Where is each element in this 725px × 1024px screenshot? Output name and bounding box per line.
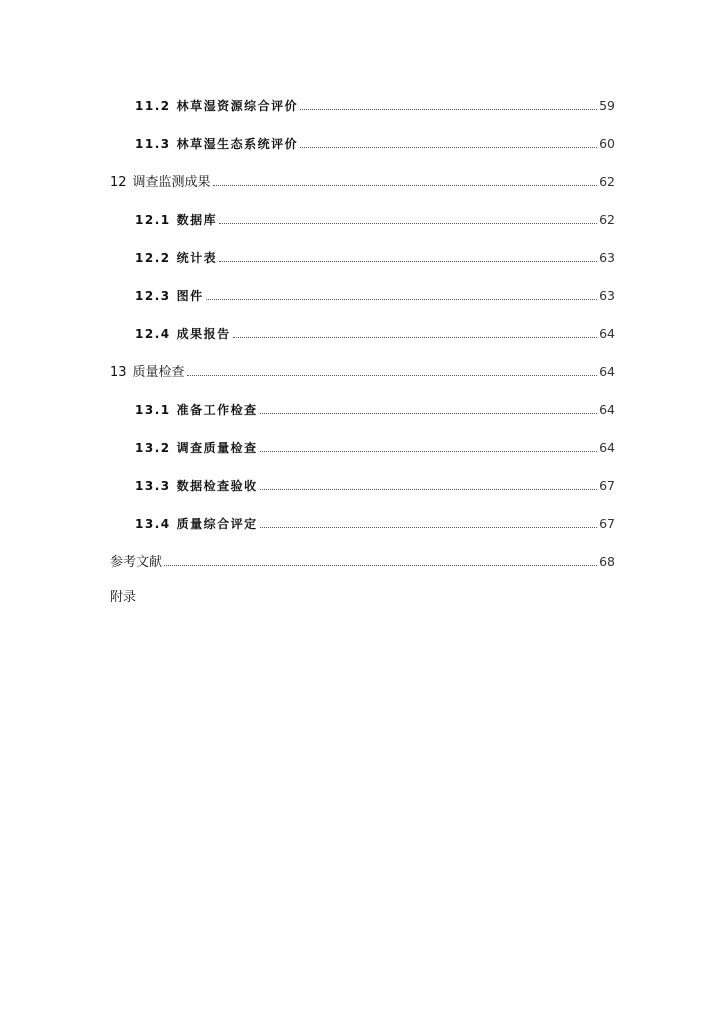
toc-title: 数据检查验收 — [176, 479, 258, 493]
toc-page-number: 62 — [599, 212, 615, 227]
toc-leader-dots — [213, 185, 598, 186]
toc-number: 12 — [110, 175, 127, 190]
toc-title: 图件 — [176, 289, 204, 303]
toc-page-number: 68 — [599, 554, 615, 569]
toc-title: 调查监测成果 — [132, 175, 211, 190]
toc-title: 成果报告 — [176, 327, 231, 341]
toc-page-number: 63 — [599, 288, 615, 303]
toc-number: 12.3 — [135, 289, 171, 303]
toc-number: 12.2 — [135, 251, 171, 265]
toc-leader-dots — [260, 451, 597, 452]
toc-leader-dots — [300, 147, 597, 148]
toc-title: 质量检查 — [132, 365, 185, 380]
toc-entry-12-4[interactable] — [135, 324, 615, 344]
toc-entry-references[interactable] — [110, 552, 615, 572]
toc-page-number: 64 — [599, 326, 615, 341]
toc-leader-dots — [260, 527, 597, 528]
toc-entry-12[interactable] — [110, 172, 615, 192]
toc-page-number: 60 — [599, 136, 615, 151]
toc-title: 数据库 — [176, 213, 218, 227]
toc-leader-dots — [187, 375, 598, 376]
toc-page-number: 59 — [599, 98, 615, 113]
toc-leader-dots — [300, 109, 597, 110]
toc-leader-dots — [260, 489, 597, 490]
toc-page-number: 64 — [599, 440, 615, 455]
toc-number: 13 — [110, 365, 127, 380]
toc-number: 13.2 — [135, 441, 171, 455]
toc-number: 12.1 — [135, 213, 171, 227]
toc-title: 质量综合评定 — [176, 517, 258, 531]
toc-number: 12.4 — [135, 327, 171, 341]
toc-entry-13-4[interactable] — [135, 514, 615, 534]
toc-leader-dots — [233, 337, 597, 338]
toc-entry-13-2[interactable] — [135, 438, 615, 458]
toc-title: 参考文献 — [110, 555, 163, 570]
toc-title: 林草湿资源综合评价 — [176, 99, 299, 113]
toc-entry-13-3[interactable] — [135, 476, 615, 496]
toc-number: 13.3 — [135, 479, 171, 493]
toc-entry-11-2[interactable] — [135, 96, 615, 116]
toc-page-number: 64 — [599, 402, 615, 417]
toc-leader-dots — [260, 413, 597, 414]
toc-leader-dots — [219, 223, 597, 224]
toc-title: 准备工作检查 — [176, 403, 258, 417]
toc-page-number: 64 — [599, 364, 615, 379]
toc-page-number: 67 — [599, 516, 615, 531]
toc-leader-dots — [164, 565, 597, 566]
toc-entry-12-1[interactable] — [135, 210, 615, 230]
toc-entry-12-3[interactable] — [135, 286, 615, 306]
toc-entry-13-1[interactable] — [135, 400, 615, 420]
toc-title: 林草湿生态系统评价 — [176, 137, 299, 151]
toc-entry-13[interactable] — [110, 362, 615, 382]
toc-number: 13.4 — [135, 517, 171, 531]
toc-entry-12-2[interactable] — [135, 248, 615, 268]
toc-appendix[interactable]: 附录 — [110, 590, 137, 605]
toc-page-number: 67 — [599, 478, 615, 493]
toc-entry-11-3[interactable] — [135, 134, 615, 154]
toc-page-number: 62 — [599, 174, 615, 189]
toc-leader-dots — [206, 299, 597, 300]
toc-number: 13.1 — [135, 403, 171, 417]
toc-title: 调查质量检查 — [176, 441, 258, 455]
toc-leader-dots — [219, 261, 597, 262]
toc-number: 11.3 — [135, 137, 171, 151]
toc-page-number: 63 — [599, 250, 615, 265]
toc-title: 统计表 — [176, 251, 218, 265]
toc-number: 11.2 — [135, 99, 171, 113]
